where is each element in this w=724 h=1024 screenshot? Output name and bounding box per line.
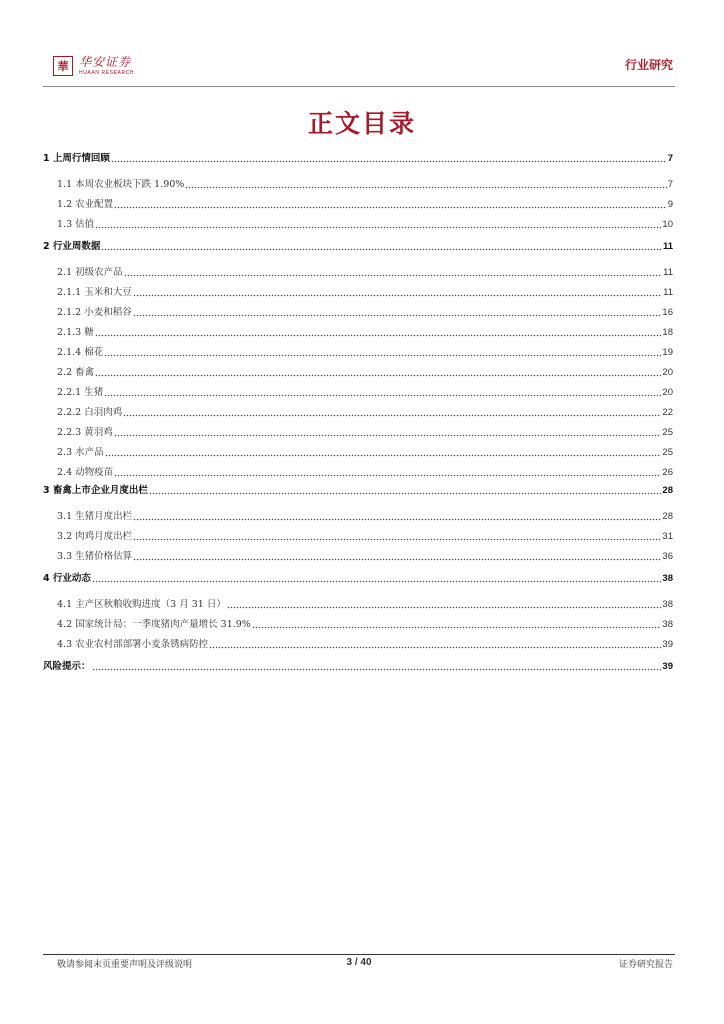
- toc-entry-page: 39: [662, 661, 673, 672]
- toc-entry-page: 16: [662, 307, 673, 318]
- toc-entry-page: 11: [662, 241, 673, 252]
- toc-entry-page: 22: [662, 407, 673, 418]
- toc-dot-leader: [95, 368, 661, 377]
- toc-dot-leader: [123, 408, 661, 417]
- page-title: 正文目录: [307, 109, 416, 138]
- toc-entry-page: 28: [662, 511, 673, 522]
- toc-entry-label: 2.2.3 黄羽鸡: [57, 427, 113, 438]
- toc-dot-leader: [105, 448, 662, 457]
- toc-entry[interactable]: [57, 444, 673, 460]
- toc-entry-label: 2.1.3 糖: [57, 327, 94, 338]
- toc-dot-leader: [104, 348, 661, 357]
- toc-entry[interactable]: [57, 324, 673, 340]
- toc-dot-leader: [114, 200, 667, 209]
- toc-entry-label: 2.4 动物疫苗: [57, 467, 114, 478]
- toc-dot-leader: [124, 268, 662, 277]
- toc-entry[interactable]: [57, 508, 673, 524]
- toc-entry-label: 风险提示：: [43, 661, 91, 672]
- toc-entry-page: 38: [662, 619, 673, 630]
- report-category: 行业研究: [624, 58, 673, 72]
- toc-entry-page: 20: [662, 387, 673, 398]
- toc-dot-leader: [95, 328, 662, 337]
- toc-entry-page: 9: [667, 199, 673, 210]
- toc-dot-leader: [252, 620, 662, 629]
- toc-dot-leader: [227, 600, 662, 609]
- toc-entry-page: 19: [662, 347, 673, 358]
- toc-dot-leader: [133, 308, 662, 317]
- toc-entry-page: 11: [663, 287, 673, 298]
- toc-entry-page: 26: [662, 467, 673, 478]
- toc-dot-leader: [133, 552, 661, 561]
- toc-entry-page: 7: [667, 153, 673, 164]
- toc-entry-label: 3 畜禽上市企业月度出栏: [43, 485, 148, 496]
- footer-divider: [43, 954, 675, 955]
- page-footer: [43, 957, 675, 971]
- toc-entry[interactable]: [57, 404, 673, 420]
- toc-entry-page: 25: [662, 427, 673, 438]
- toc-entry[interactable]: [57, 264, 673, 280]
- toc-entry-page: 31: [662, 531, 673, 542]
- toc-entry[interactable]: [57, 344, 673, 360]
- toc-entry-label: 1.2 农业配置: [57, 199, 114, 210]
- toc-dot-leader: [114, 468, 661, 477]
- page-header: [53, 56, 673, 86]
- toc-entry-page: 20: [662, 367, 673, 378]
- logo-seal-icon: 華: [53, 56, 73, 76]
- disclaimer-note: 敬请参阅末页重要声明及评级说明: [57, 960, 193, 970]
- toc-entry-page: 36: [662, 551, 673, 562]
- toc-entry[interactable]: [43, 658, 673, 674]
- toc-dot-leader: [111, 154, 667, 163]
- logo-en-text: HUAAN RESEARCH: [79, 70, 135, 76]
- toc-entry[interactable]: [57, 596, 673, 612]
- toc-entry-page: 18: [662, 327, 673, 338]
- toc-entry[interactable]: [57, 636, 673, 652]
- toc-entry[interactable]: [43, 482, 673, 498]
- toc-entry-page: 7: [667, 179, 673, 190]
- toc-entry[interactable]: [57, 384, 673, 400]
- toc-entry-page: 10: [662, 219, 673, 230]
- toc-dot-leader: [149, 486, 662, 495]
- toc-entry-label: 3.2 肉鸡月度出栏: [57, 531, 133, 542]
- report-type: 证券研究报告: [618, 960, 673, 970]
- toc-dot-leader: [133, 512, 661, 521]
- toc-entry[interactable]: [57, 424, 673, 440]
- toc-entry-label: 4.3 农业农村部部署小麦条锈病防控: [57, 639, 209, 650]
- toc-dot-leader: [133, 532, 661, 541]
- toc-entry-label: 2.1.1 玉米和大豆: [57, 287, 132, 298]
- toc-entry-page: 11: [663, 267, 673, 278]
- toc-entry-label: 3.1 生猪月度出栏: [57, 511, 133, 522]
- toc-entry-page: 38: [662, 573, 673, 584]
- toc-entry[interactable]: [57, 464, 673, 480]
- toc-entry[interactable]: [57, 304, 673, 320]
- toc-dot-leader: [114, 428, 662, 437]
- toc-entry-page: 39: [662, 639, 673, 650]
- toc-entry-label: 2.2.1 生猪: [57, 387, 104, 398]
- toc-dot-leader: [92, 662, 662, 671]
- toc-dot-leader: [133, 288, 662, 297]
- logo-cn-text: 华安证券: [79, 55, 132, 69]
- toc-entry[interactable]: [43, 570, 673, 586]
- toc-entry[interactable]: [57, 284, 673, 300]
- toc-entry-label: 2 行业周数据: [43, 241, 101, 252]
- toc-entry-label: 4.2 国家统计局：一季度猪肉产量增长 31.9%: [57, 619, 251, 630]
- toc-entry-label: 2.1.4 棉花: [57, 347, 104, 358]
- toc-entry[interactable]: [57, 528, 673, 544]
- toc-dot-leader: [101, 242, 662, 251]
- toc-dot-leader: [92, 574, 662, 583]
- toc-entry-page: 25: [662, 447, 673, 458]
- toc-dot-leader: [95, 220, 661, 229]
- toc-entry-label: 1.1 本周农业板块下跌 1.90%: [57, 179, 185, 190]
- page-number: 3 / 40: [346, 957, 372, 968]
- header-divider: [43, 86, 675, 87]
- toc-dot-leader: [185, 180, 666, 189]
- toc-entry[interactable]: [57, 216, 673, 232]
- toc-entry-label: 1.3 估值: [57, 219, 95, 230]
- toc-entry-label: 2.3 水产品: [57, 447, 104, 458]
- toc-entry[interactable]: [57, 364, 673, 380]
- toc-entry-label: 4 行业动态: [43, 573, 91, 584]
- toc-entry-label: 2.1.2 小麦和稻谷: [57, 307, 132, 318]
- toc-entry-label: 3.3 生猪价格估算: [57, 551, 133, 562]
- toc-dot-leader: [209, 640, 661, 649]
- toc-entry[interactable]: [43, 238, 673, 254]
- toc-entry[interactable]: [57, 616, 673, 632]
- logo-wordmark: [79, 56, 134, 76]
- toc-dot-leader: [104, 388, 661, 397]
- toc-entry-label: 2.2 畜禽: [57, 367, 95, 378]
- toc-entry[interactable]: [57, 176, 673, 192]
- toc-entry[interactable]: [57, 196, 673, 212]
- toc-entry-label: 2.1 初级农产品: [57, 267, 123, 278]
- toc-entry[interactable]: [43, 150, 673, 166]
- company-logo: [53, 56, 134, 76]
- toc-entry-page: 28: [662, 485, 673, 496]
- toc-entry[interactable]: [57, 548, 673, 564]
- toc-entry-label: 1 上周行情回顾: [43, 153, 110, 164]
- toc-entry-label: 2.2.2 白羽肉鸡: [57, 407, 123, 418]
- toc-entry-page: 38: [662, 599, 673, 610]
- toc-entry-label: 4.1 主产区秋粮收购进度（3 月 31 日）: [57, 599, 226, 610]
